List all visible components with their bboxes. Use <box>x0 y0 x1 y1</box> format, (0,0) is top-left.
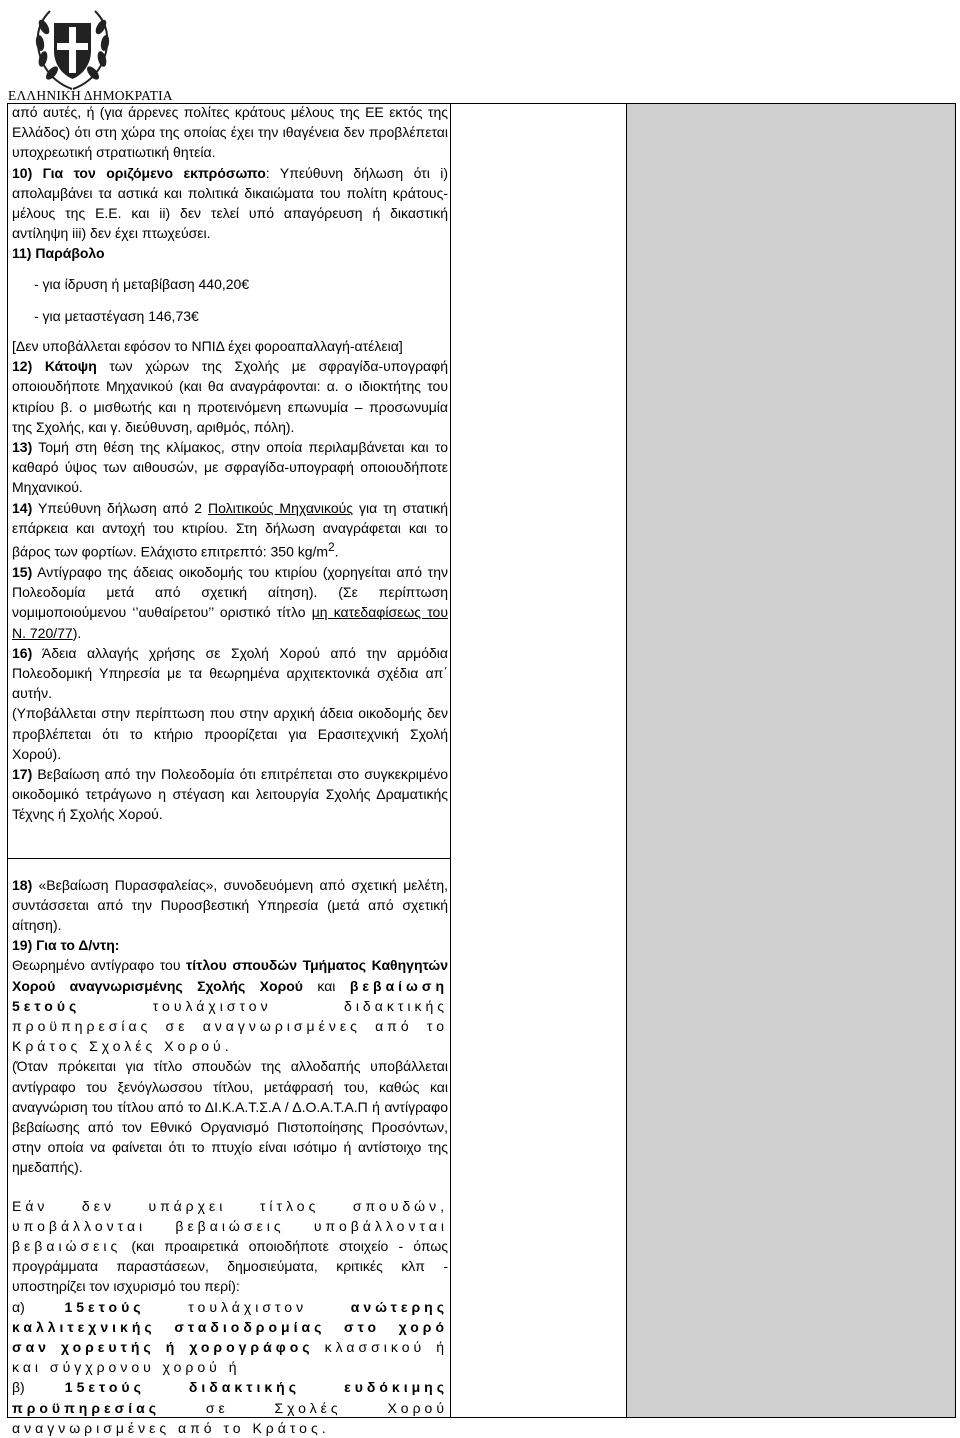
column-divider <box>626 103 627 1418</box>
column-divider <box>450 103 451 1418</box>
paragraph-item-16: 16) Άδεια αλλαγής χρήσης σε Σχολή Χορού από την αρμόδια Πολεοδομική Υπηρεσία με τα θεωρημένα αρχιτεκτονικά σχέδια απ΄ αυτήν. <box>12 644 448 702</box>
paragraph-item-14: 14) Υπεύθυνη δήλωση από 2 Πολιτικούς Μηχανικούς για τη στατική επάρκεια και αντοχή του κτιρίου. Στη δήλωση αναγράφεται και το βάρος των φορτίων. Ελάχιστο επιτρεπτό: 350 $kg/m^2$. <box>12 499 449 560</box>
paragraph: από αυτές, ή (για άρρενες πολίτες κράτους μέλους της ΕΕ εκτός της Ελλάδος) ότι στη χώρα της οποίας έχει την ιθαγένεια δεν προβλέπεται υποχρεωτική στρατιωτική θητεία. <box>12 104 448 161</box>
paragraph-item-10: 10) Για τον οριζόμενο εκπρόσωπο: Υπεύθυνη δήλωση ότι i) απολαμβάνει τα αστικά και πολιτικά δικαιώματα του πολίτη κράτους-μέλους της Ε.Ε. και ii) δεν τελεί υπό απαγόρευση ή δικαστική αντίληψη iii) δεν έχει πτωχεύσει. <box>12 164 449 242</box>
paragraph: (Υποβάλλεται στην περίπτωση που στην αρχική άδεια οικοδομής δεν προβλέπεται ότι το κτήριο προορίζεται για Ερασιτεχνική Σχολή Χορού). <box>12 705 448 762</box>
paragraph-item-17: 17) Βεβαίωση από την Πολεοδομία ότι επιτρέπεται στο συγκεκριμένο οικοδομικό τετράγωνο η στέγαση και λειτουργία Σχολής Δραματικής Τέχνης ή Σχολής Χορού. <box>12 765 448 823</box>
paragraph: Εάν δεν υπάρχει τίτλος σπουδών, υποβάλλονται βεβαιώσεις υποβάλλονται βεβαιώσεις (και προαιρετικά οποιοδήποτε στοιχείο - όπως προγράμματα παραστάσεων, δημοσιεύματα, κριτικές κλπ - υποστηρίζει τον ισχυρισμό του περί): <box>12 1197 448 1295</box>
item-19-title: 19) Για το Δ/ντη: <box>12 937 120 954</box>
paragraph: α) 15ετούς τουλάχιστον ανώτερης καλλιτεχνικής σταδιοδρομίας στο χορό σαν χορευτής ή χορογράφος κλασσικού ή και σύγχρονου χορού ή <box>12 1298 448 1376</box>
item-11-title: 11) Παράβολο <box>12 245 105 262</box>
fee-item: - για μεταστέγαση 146,73€ <box>34 307 199 324</box>
header-org-name: ΕΛΛΗΝΙΚΗ ΔΗΜΟΚΡΑΤΙΑ <box>8 88 173 103</box>
document-body <box>12 102 448 1438</box>
paragraph-item-19: Θεωρημένο αντίγραφο του τίτλου σπουδών Τμήματος Καθηγητών Χορού αναγνωρισμένης Σχολής Χορού και βεβαίωση 5ετούς τουλάχιστον διδακτικής προϋπηρεσίας σε αναγνωρισμένες από το Κράτος Σχολές Χορού. <box>12 957 449 1055</box>
paragraph-item-18: 18) «Βεβαίωση Πυρασφαλείας», συνοδευόμενη από σχετική μελέτη, συντάσσεται από την Πυροσβεστική Υπηρεσία (μετά από σχετική αίτηση). <box>12 876 448 933</box>
fee-item: - για ίδρυση ή μεταβίβαση 440,20€ <box>34 275 250 292</box>
fee-note: [Δεν υποβάλλεται εφόσον το ΝΠΙΔ έχει φοροαπαλλαγή-ατέλεια] <box>12 338 403 355</box>
paragraph: β) 15ετούς διδακτικής ευδόκιμης προϋπηρεσίας σε Σχολές Χορού αναγνωρισμένες από το Κράτος. <box>12 1379 448 1436</box>
paragraph-item-15: 15) Αντίγραφο της άδειας οικοδομής του κτιρίου (χορηγείται από την Πολεοδομία μετά από σχετική αίτηση). (Σε περίπτωση νομιμοποιούμενου ‘’αυθαίρετου’’ οριστικό τίτλο μη κατεδαφίσεως του Ν. 720/77). <box>12 563 448 641</box>
paragraph-item-12: 12) Κάτοψη των χώρων της Σχολής με σφραγίδα-υπογραφή οποιουδήποτε Μηχανικού (και θα αναγράφονται: α. ο ιδιοκτήτης του κτιρίου β. ο μισθωτής και η προτεινόμενη επωνυμία – προσωνυμία της Σχολής, και γ. διεύθυνση, αριθμός, πόλη). <box>12 358 448 435</box>
paragraph-item-13: 13) Τομή στη θέση της κλίμακος, στην οποία περιλαμβάνεται και το καθαρό ύψος των αιθουσών, με σφραγίδα-υπογραφή οποιουδήποτε Μηχανικού. <box>12 439 448 496</box>
greek-emblem-icon <box>30 5 115 93</box>
paragraph: (Όταν πρόκειται για τίτλο σπουδών της αλλοδαπής υποβάλλεται αντίγραφο του ξενόγλωσσου τίτλου, μετάφρασή του, καθώς και αναγνώριση του τίτλου από το ΔΙ.Κ.Α.Τ.Σ.Α / Δ.Ο.Α.Τ.Α.Π ή αντίγραφο βεβαίωσης από τον Εθνικό Οργανισμό Πιστοποίησης Προσόντων, στην οποία να φαίνεται ότι το πτυχίο είναι ισότιμο ή αντίστοιχο της ημεδαπής). <box>12 1058 448 1176</box>
